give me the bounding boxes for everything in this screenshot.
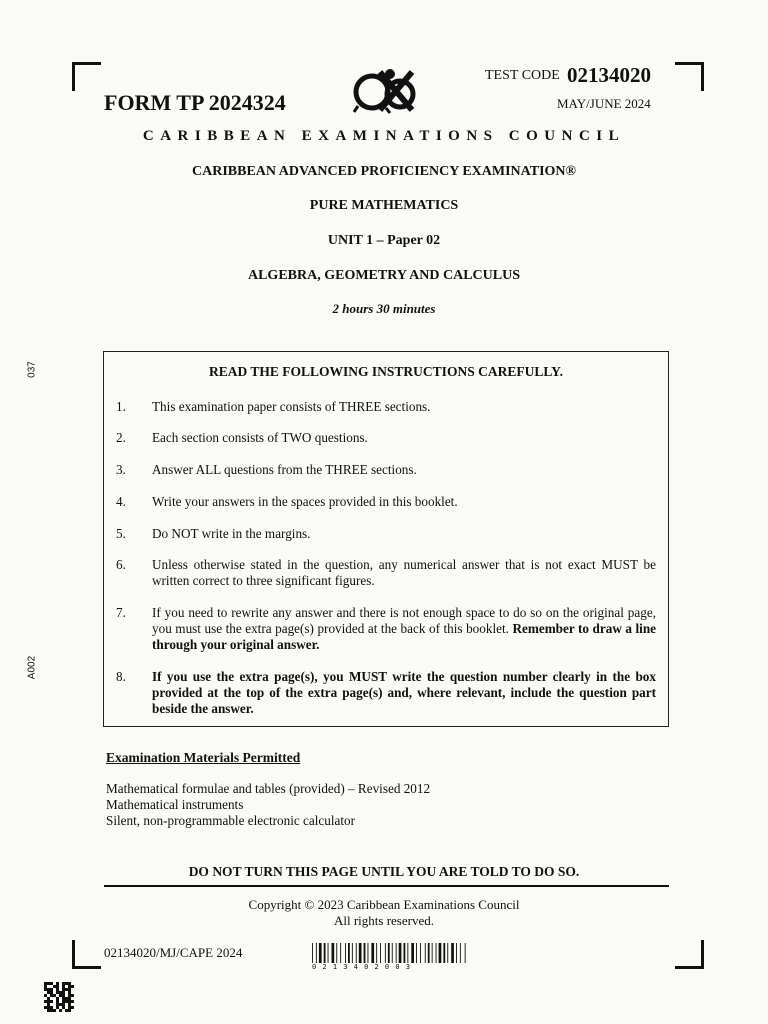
instruction-number: 8. xyxy=(116,669,126,684)
instruction-number: 1. xyxy=(116,399,126,414)
subject-title: PURE MATHEMATICS xyxy=(309,198,459,213)
instruction-text: Do NOT write in the margins. xyxy=(152,526,311,541)
copyright-line: Copyright © 2023 Caribbean Examinations Council xyxy=(248,897,520,912)
margin-code-bottom: A002 xyxy=(26,655,38,680)
qr-code-icon xyxy=(44,982,74,1012)
test-code-number: 02134020 xyxy=(567,63,651,87)
instruction-item xyxy=(116,557,656,589)
corner-mark-top-left xyxy=(72,62,101,91)
form-code: FORM TP 2024324 xyxy=(104,90,286,115)
instruction-item xyxy=(116,462,656,478)
instruction-number: 6. xyxy=(116,557,126,572)
instruction-text: Unless otherwise stated in the question, any numerical answer that is not exact MUST be written correct to three significant figures. xyxy=(152,557,656,588)
instruction-number: 7. xyxy=(116,605,126,620)
instruction-text: Answer ALL questions from the THREE sections. xyxy=(152,462,417,477)
topics-title: ALGEBRA, GEOMETRY AND CALCULUS xyxy=(247,268,521,283)
material-item: Mathematical instruments xyxy=(106,797,244,812)
instructions-box xyxy=(103,351,669,727)
instruction-bold-text: If you use the extra page(s), you MUST write the question number clearly in the box provided at the top of the extra page(s) and, where relevant, include the question part beside the answer. xyxy=(152,669,656,716)
instruction-number: 4. xyxy=(116,494,126,509)
material-item: Mathematical formulae and tables (provided) – Revised 2012 xyxy=(106,781,431,796)
material-item: Silent, non-programmable electronic calculator xyxy=(106,813,355,828)
council-name: CARIBBEAN EXAMINATIONS COUNCIL xyxy=(142,128,626,144)
cxc-logo-icon xyxy=(350,66,420,114)
instruction-text-wrap xyxy=(152,605,656,653)
instruction-number: 3. xyxy=(116,462,126,477)
instruction-item xyxy=(116,494,656,510)
margin-code-top: 037 xyxy=(26,361,38,378)
instruction-bold-text: Remember to draw a line through your original answer. xyxy=(152,621,657,652)
instruction-item xyxy=(116,430,656,446)
instruction-text: Each section consists of TWO questions. xyxy=(152,430,368,445)
barcode-icon xyxy=(312,943,468,963)
exam-session: MAY/JUNE 2024 xyxy=(557,96,651,111)
instruction-text: Write your answers in the spaces provided in this booklet. xyxy=(152,494,458,509)
corner-mark-bottom-right xyxy=(675,940,704,969)
examination-title: CARIBBEAN ADVANCED PROFICIENCY EXAMINATION® xyxy=(192,164,576,179)
instruction-item xyxy=(116,605,656,653)
instruction-item xyxy=(116,669,656,717)
instruction-item xyxy=(116,399,656,415)
corner-mark-top-right xyxy=(675,62,704,91)
do-not-turn-notice: DO NOT TURN THIS PAGE UNTIL YOU ARE TOLD TO DO SO. xyxy=(188,864,580,879)
instructions-title: READ THE FOLLOWING INSTRUCTIONS CAREFULLY. xyxy=(209,364,563,379)
instruction-item xyxy=(116,526,656,542)
instruction-number: 2. xyxy=(116,430,126,445)
divider-rule xyxy=(104,885,669,887)
corner-mark-bottom-left xyxy=(72,940,101,969)
exam-duration: 2 hours 30 minutes xyxy=(332,301,436,316)
instruction-number: 5. xyxy=(116,526,126,541)
test-code-label: TEST CODE xyxy=(485,68,560,83)
copyright-block xyxy=(0,897,768,929)
materials-heading: Examination Materials Permitted xyxy=(106,750,301,765)
footer-paper-code: 02134020/MJ/CAPE 2024 xyxy=(104,945,243,960)
barcode-digits: 0213402003 xyxy=(312,963,417,971)
instruction-text: If you need to rewrite any answer and there is not enough space to do so on the original page, you must use the extra page(s) provided at the back of this booklet. xyxy=(152,605,656,636)
unit-title: UNIT 1 – Paper 02 xyxy=(327,233,441,248)
instruction-text: This examination paper consists of THREE sections. xyxy=(152,399,431,414)
rights-line: All rights reserved. xyxy=(333,913,434,928)
